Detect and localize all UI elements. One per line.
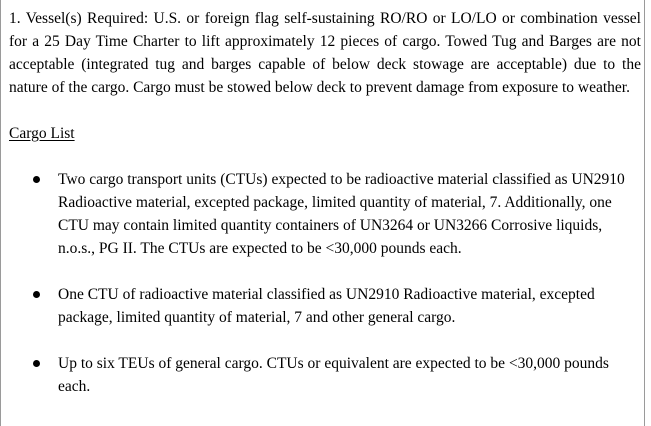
cargo-list (9, 168, 641, 398)
bullet-icon (33, 291, 40, 298)
cargo-list-item-text: Two cargo transport units (CTUs) expected to be radioactive material classified as UN2910 Radioactive material, excepted package, limited quantity of material, 7. Additionally, one CTU may contain limited quantity containers of UN3264 or UN3266 Corrosive liquids, n.o.s., PG II. The CTUs are expected to be <30,000 pounds each. (58, 171, 625, 257)
cargo-list-item-text: Up to six TEUs of general cargo. CTUs or equivalent are expected to be <30,000 pounds each. (58, 355, 609, 395)
bullet-icon (33, 360, 40, 367)
bullet-icon (33, 176, 40, 183)
vessel-requirements-paragraph: 1. Vessel(s) Required: U.S. or foreign flag self-sustaining RO/RO or LO/LO or combination vessel for a 25 Day Time Charter to lift approximately 12 pieces of cargo. Towed Tug and Barges are not acceptable (integrated tug and barges capable of below deck stowage are acceptable) due to the nature of the cargo. Cargo must be stowed below deck to prevent damage from exposure to weather. (9, 10, 641, 96)
cargo-list-item (9, 168, 641, 260)
cargo-list-item-text: One CTU of radioactive material classified as UN2910 Radioactive material, excepted package, limited quantity of material, 7 and other general cargo. (58, 286, 595, 326)
left-border (0, 0, 1, 426)
right-margin (645, 0, 651, 426)
cargo-list-heading-text: Cargo List (9, 125, 75, 142)
cargo-list-heading (9, 122, 641, 145)
document-body (9, 7, 641, 421)
cargo-list-item (9, 283, 641, 329)
cargo-list-item (9, 352, 641, 398)
